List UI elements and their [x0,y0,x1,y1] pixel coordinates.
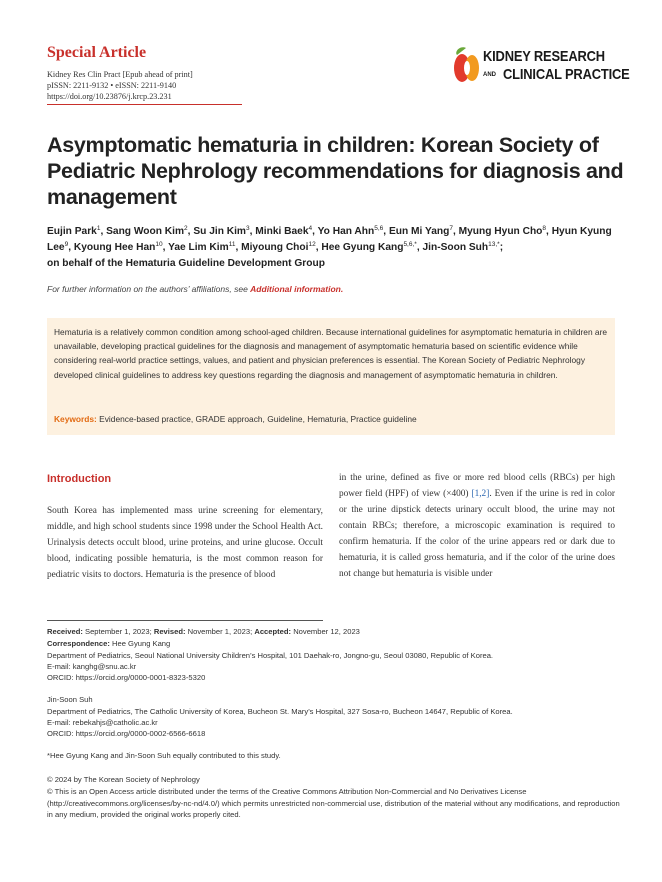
author-name: Miyoung Choi [241,242,309,253]
revised-label: Revised: [153,627,186,636]
author-affiliation-mark: 4 [308,225,313,232]
correspondence-label: Correspondence: [47,639,110,648]
received-date: September 1, 2023; [85,627,152,636]
affiliation-note [47,284,343,294]
author-affiliation-mark: 11 [228,241,236,248]
author-affiliation-mark: 3 [246,225,250,232]
correspondent-email[interactable]: E-mail: kanghg@snu.ac.kr [47,662,137,671]
correspondent-name: Jin-Soon Suh [47,695,93,704]
correspondent-dept: Department of Pediatrics, Seoul National University Children’s Hospital, 101 Daehak-ro, Jongno-gu, Seoul 03080, Republic of Korea. [47,651,494,660]
additional-information-link[interactable]: Additional information. [250,284,344,294]
correspondent-orcid[interactable]: ORCID: https://orcid.org/0000-0001-8323-5320 [47,673,206,682]
author-affiliation-mark: 10 [155,241,163,248]
received-label: Received: [47,627,83,636]
citation-link[interactable]: [1,2] [471,489,490,499]
author-name: Eun Mi Yang [388,226,450,237]
body-text-segment: . Even if the urine is red in color or the urine dipstick detects urinary occult blood, the urine may not contain RBCs; therefore, a microscopic examination is required to confirm hematuria. If the color of the urine appears red or dark due to hematuria, it is called gross hematuria, and if the color of the urine does not change but hematuria is visible under [339,489,615,579]
author-name: Yo Han Ahn [317,226,375,237]
logo-wordmark-line1: KIDNEY RESEARCH [483,48,605,65]
correspondent-email[interactable]: E-mail: rebekahjs@catholic.ac.kr [47,718,158,727]
author-name: Yae Lim Kim [168,242,229,253]
section-heading-introduction: Introduction [47,473,112,485]
correspondence-line [47,638,627,650]
author-list: Eujin Park$^1$, Sang Woon Kim$^2$, Su Jin Kim$^3$, Minki Baek$^4$, Yo Han Ahn$^{5,6}$, Eun Mi Yang$^7$, Myung Hyun Cho$^8$, Hyun Kyung Lee$^9$, Kyoung Hee Han$^{10}$, Yae Lim Kim$^{11}$, Miyoung Choi$^{12}$, Hee Gyung Kang$^{5,6,*}$, Jin-Soon Suh$^{13,*}$; on behalf of the Hematuria Guideline Development Group [47,225,612,269]
author-name: Kyoung Hee Han [73,242,156,253]
body-text-right-column [339,470,615,582]
author-affiliation-mark: 8 [542,225,547,232]
correspondent-name: Hee Gyung Kang [112,639,171,648]
keywords [54,414,610,424]
author-affiliation-mark: 5,6,* [403,241,417,248]
author-name: Sang Woon Kim [106,226,185,237]
keywords-label: Keywords: [54,414,97,424]
dates-line [47,626,627,638]
header-divider [47,104,242,105]
body-text-left-column: South Korea has implemented mass urine screening for elementary, middle, and high school students since 1998 under the School Health Act. Urinalysis detects occult blood, urine proteins, and urine glucose. Occult blood, indicating possible hematuria, is the most common reason for pediatric visits to doctors. Hematuria is the presence of blood [47,506,323,580]
author-affiliation-mark: 5,6 [374,225,384,232]
author-name: Myung Hyun Cho [458,226,543,237]
affiliation-note-text: For further information on the authors’ affiliations, see [47,284,251,294]
article-type-label: Special Article [47,44,147,61]
author-affiliation-mark: 9 [64,241,69,248]
logo-wordmark-and: AND [483,72,496,78]
license-text: © This is an Open Access article distributed under the terms of the Creative Commons Attribution Non-Commercial and No Derivatives License (http://creativecommons.org/licenses/by-nc-nd/4.0/) which permits unrestricted non-commercial use, distribution of the material without any modifications, and reproduction in any medium, provided the original works properly cited. [47,787,620,819]
correspondent-dept: Department of Pediatrics, The Catholic University of Korea, Bucheon St. Mary’s Hospital, 327 Sosa-ro, Bucheon 14647, Republic of Korea. [47,707,513,716]
abstract-text: Hematuria is a relatively common condition among school-aged children. Because international guidelines for asymptomatic hematuria in children are unavailable, developing practical guidelines for the diagnosis and management of asymptomatic hematuria based on scientific evidence while considering real-world practice settings, values, and patient and physician preferences is essential. The Korean Society of Pediatric Nephrology developed clinical guidelines to address key questions regarding the diagnosis and management of asymptomatic hematuria in children. [54,327,608,380]
author-name: Jin-Soon Suh [422,242,489,253]
body-text-segment: in the urine, defined as five or more red blood cells (RBCs) per high power field (HPF) of view (×400) [339,473,615,499]
keywords-list: Evidence-based practice, GRADE approach, Guideline, Hematuria, Practice guideline [99,414,417,424]
logo-wordmark-line2: CLINICAL PRACTICE [503,66,630,83]
author-name: Hyun Kyung Lee [47,226,612,253]
author-name: Su Jin Kim [193,226,246,237]
footnote-divider [47,620,323,621]
journal-meta [47,69,193,103]
revised-date: November 1, 2023; [187,627,253,636]
author-name: Minki Baek [255,226,309,237]
author-group: on behalf of the Hematuria Guideline Development Group [47,258,325,269]
author-affiliation-mark: 7 [449,225,453,232]
author-affiliation-mark: 2 [184,225,188,232]
journal-citation: Kidney Res Clin Pract [Epub ahead of print] [47,70,193,79]
author-name: Hee Gyung Kang [321,242,404,253]
copyright-line: © 2024 by The Korean Society of Nephrology [47,775,200,784]
accepted-date: November 12, 2023 [293,627,360,636]
equal-contribution-note: *Hee Gyung Kang and Jin-Soon Suh equally contributed to this study. [47,751,281,760]
author-affiliation-mark: 13,* [488,241,500,248]
accepted-label: Accepted: [254,627,292,636]
author-affiliation-mark: 12 [308,241,316,248]
article-title: Asymptomatic hematuria in children: Korean Society of Pediatric Nephrology recommendations for diagnosis and management [47,133,624,209]
author-names: Eujin Park$^1$, Sang Woon Kim$^2$, Su Jin Kim$^3$, Minki Baek$^4$, Yo Han Ahn$^{5,6}$, Eun Mi Yang$^7$, Myung Hyun Cho$^8$, Hyun Kyung Lee$^9$, Kyoung Hee Han$^{10}$, Yae Lim Kim$^{11}$, Miyoung Choi$^{12}$, Hee Gyung Kang$^{5,6,*}$, Jin-Soon Suh$^{13,*}$ [47,225,612,253]
issn-line: pISSN: 2211-9132 • eISSN: 2211-9140 [47,81,177,91]
author-affiliation-mark: 1 [96,225,101,232]
doi-link[interactable]: https://doi.org/10.23876/j.krcp.23.231 [47,92,172,102]
author-name: Eujin Park [47,226,97,237]
correspondent-orcid[interactable]: ORCID: https://orcid.org/0000-0002-6566-6618 [47,729,206,738]
